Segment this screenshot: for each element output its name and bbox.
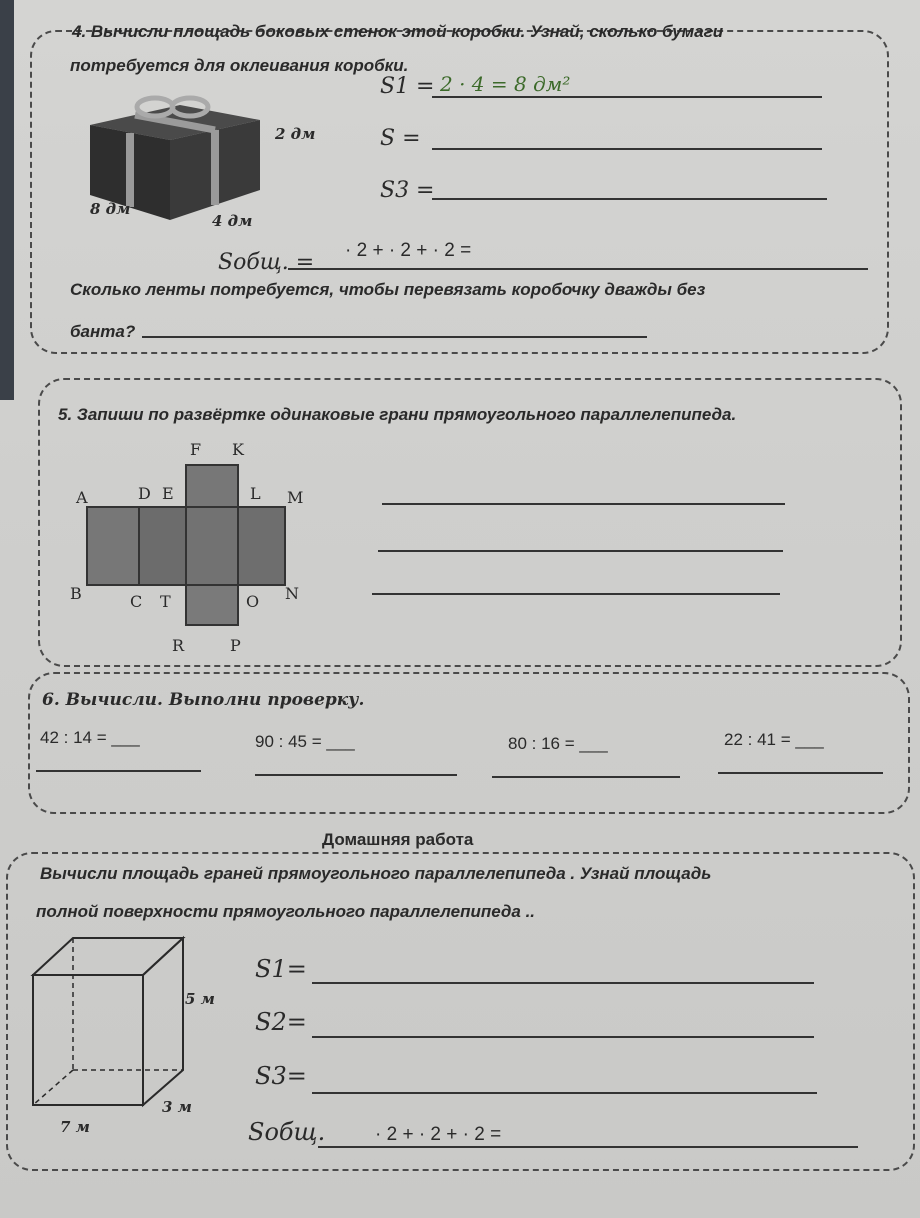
net-vertex-M: M [287, 488, 304, 507]
task6-title: 6. Вычисли. Выполни проверку. [42, 690, 365, 710]
division-exercise-2[interactable]: 90 : 45 = ___ [255, 732, 355, 751]
parallelepiped-drawing [28, 930, 218, 1115]
division-exercise-1[interactable]: 42 : 14 = ___ [40, 728, 140, 747]
homework-s2-answer-line[interactable] [312, 1036, 814, 1038]
homework-s3-answer-line[interactable] [312, 1092, 817, 1094]
check-line-2[interactable] [255, 774, 457, 776]
task5-answer-line-1[interactable] [382, 503, 785, 505]
ribbon-question-line2: банта? [70, 322, 136, 341]
net-vertex-R: R [172, 636, 185, 655]
net-vertex-O: O [246, 592, 260, 611]
homework-total-answer-line[interactable] [318, 1146, 858, 1148]
homework-s1-answer-line[interactable] [312, 982, 814, 984]
prism-height-label: 5 м [185, 990, 215, 1008]
net-vertex-A: A [76, 488, 88, 507]
net-vertex-B: B [70, 584, 82, 603]
homework-text-line1: Вычисли площадь граней прямоугольного параллелепипеда . Узнай площадь [40, 864, 712, 883]
net-vertex-D: D [138, 484, 151, 503]
net-vertex-P: P [230, 636, 241, 655]
task4-total-formula: · 2 + · 2 + · 2 = [345, 240, 472, 261]
task4-s1-answer-line[interactable] [432, 96, 822, 98]
homework-text-line2: полной поверхности прямоугольного параллелепипеда .. [36, 902, 536, 921]
net-vertex-C: C [130, 592, 143, 611]
prism-depth-label: 3 м [162, 1098, 192, 1116]
task4-s2-label: S = [380, 126, 421, 151]
task4-s2-answer-line[interactable] [432, 148, 822, 150]
box-net-diagram [84, 455, 304, 635]
net-vertex-N: N [285, 584, 299, 603]
net-vertex-T: T [160, 592, 171, 611]
page-edge-background [0, 0, 14, 400]
net-vertex-L: L [250, 484, 261, 503]
homework-heading: Домашняя работа [322, 830, 474, 849]
task5-answer-line-3[interactable] [372, 593, 780, 595]
homework-total-label: Sобщ. [248, 1118, 326, 1146]
task5-answer-line-2[interactable] [378, 550, 783, 552]
task4-s1-answer: 2 · 4 = 8 дм² [440, 72, 571, 96]
task4-s1-label: S1 = [380, 74, 435, 99]
homework-s2-label: S2= [255, 1008, 307, 1036]
division-exercise-4[interactable]: 22 : 41 = ___ [724, 730, 824, 749]
net-vertex-K: K [232, 440, 244, 459]
task5-title: 5. Запиши по развёртке одинаковые грани прямоугольного параллелепипеда. [58, 405, 737, 424]
task4-s3-label: S3 = [380, 178, 435, 203]
division-exercise-3[interactable]: 80 : 16 = ___ [508, 734, 608, 753]
task4-title-line2: потребуется для оклеивания коробки. [70, 56, 409, 75]
check-line-1[interactable] [36, 770, 201, 772]
task4-s3-answer-line[interactable] [432, 198, 827, 200]
homework-s3-label: S3= [255, 1062, 307, 1090]
check-line-3[interactable] [492, 776, 680, 778]
task4-title: 4. Вычисли площадь боковых стенок этой коробки. Узнай, сколько бумаги [72, 22, 724, 41]
task4-total-label: Sобщ. = [218, 250, 315, 275]
net-vertex-E: E [162, 484, 174, 503]
ribbon-answer-line[interactable] [142, 336, 647, 338]
box-width-label: 4 дм [212, 212, 253, 230]
task4-total-answer-line[interactable] [288, 268, 868, 270]
box-length-label: 8 дм [90, 200, 131, 218]
check-line-4[interactable] [718, 772, 883, 774]
homework-s1-label: S1= [255, 955, 307, 983]
box-height-label: 2 дм [275, 125, 316, 143]
prism-length-label: 7 м [60, 1118, 90, 1136]
ribbon-question-line1: Сколько ленты потребуется, чтобы перевязать коробочку дважды без [70, 280, 706, 299]
homework-total-formula: · 2 + · 2 + · 2 = [375, 1124, 502, 1145]
net-vertex-F: F [190, 440, 202, 459]
